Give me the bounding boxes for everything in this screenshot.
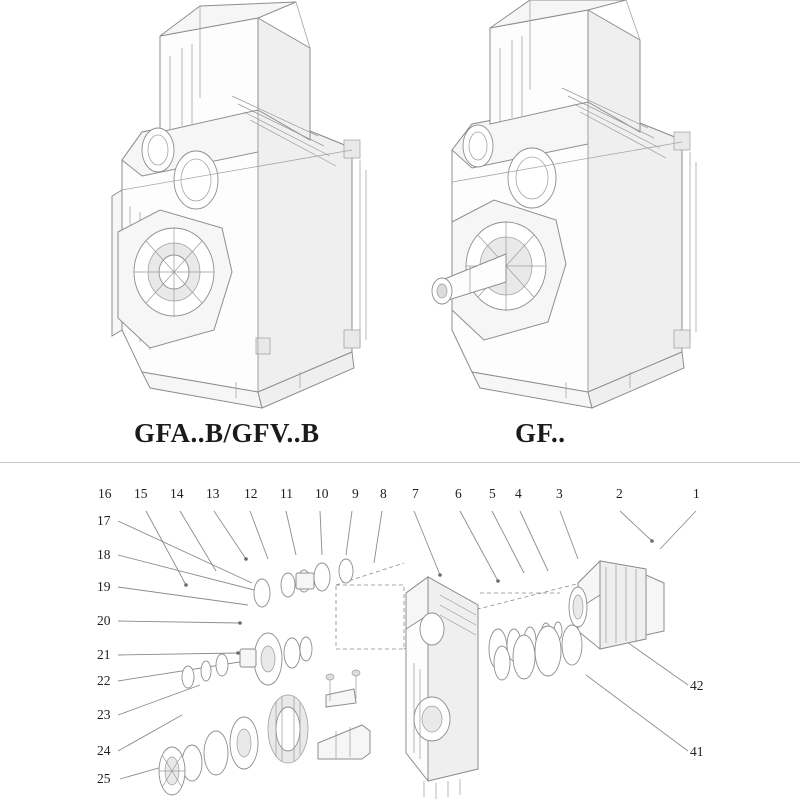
gear-unit-left-drawing (112, 2, 366, 408)
callout-17: 17 (97, 513, 111, 528)
callout-12: 12 (244, 486, 258, 501)
rings-and-seals-group (489, 622, 582, 680)
shaft-gear-group (159, 559, 370, 795)
view-label-right: GF.. (515, 418, 566, 448)
callout-9: 9 (352, 486, 359, 501)
callout-18: 18 (97, 547, 111, 562)
gear-unit-right-drawing (432, 0, 696, 408)
view-label-left: GFA..B/GFV..B (134, 418, 320, 448)
callout-42: 42 (690, 678, 704, 693)
callout-22: 22 (97, 673, 111, 688)
callout-24: 24 (97, 743, 111, 758)
callout-2: 2 (616, 486, 623, 501)
callout-10: 10 (315, 486, 329, 501)
callout-14: 14 (170, 486, 184, 501)
motor-adapter-part (569, 561, 664, 649)
callout-41: 41 (690, 744, 704, 759)
callout-5: 5 (489, 486, 496, 501)
callout-13: 13 (206, 486, 220, 501)
callout-4: 4 (515, 486, 522, 501)
callout-21: 21 (97, 647, 111, 662)
callout-6: 6 (455, 486, 462, 501)
housing-part (406, 577, 478, 799)
callout-1: 1 (693, 486, 700, 501)
callout-23: 23 (97, 707, 111, 722)
callout-11: 11 (280, 486, 293, 501)
callout-15: 15 (134, 486, 148, 501)
callout-7: 7 (412, 486, 419, 501)
callout-3: 3 (556, 486, 563, 501)
callout-8: 8 (380, 486, 387, 501)
callout-20: 20 (97, 613, 111, 628)
exploded-view-svg (0, 463, 800, 801)
callout-19: 19 (97, 579, 111, 594)
callout-16: 16 (98, 486, 112, 501)
exploded-view-panel (0, 462, 800, 801)
callout-25: 25 (97, 771, 111, 786)
